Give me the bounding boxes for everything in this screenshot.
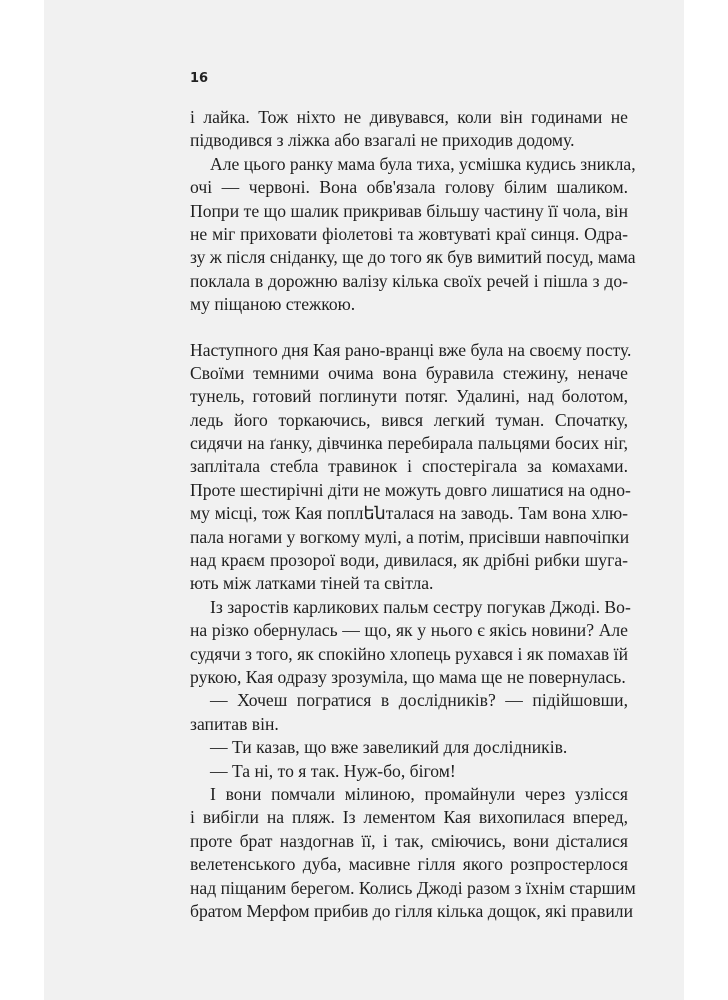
text-line: проте брат наздогнав її, і так, сміючись, вони дісталися — [190, 830, 628, 851]
text-line: Із заростів карликових пальм сестру погукав Джоді. Во- — [210, 596, 631, 617]
text-line: — Ти казав, що вже завеликий для дослідників. — [210, 737, 568, 758]
body-text — [190, 106, 636, 923]
text-line: — Хочеш погратися в дослідників? — підійшовши, — [210, 690, 628, 711]
text-line: над краєм прозорої води, дивилася, як дрібні рибки шуга- — [190, 550, 628, 571]
text-line: ють між латками тіней та світла. — [190, 573, 434, 594]
text-line: Наступного дня Кая рано-вранці вже була на своєму посту. — [190, 339, 632, 360]
text-line: І вони помчали мілиною, промайнули через узлісся — [210, 783, 628, 804]
text-line: Проте шестирічні діти не можуть довго лишатися на одно- — [190, 479, 631, 500]
paragraph — [190, 736, 628, 759]
text-line: над піщаним берегом. Колись Джоді разом з їхнім старшим — [190, 877, 636, 898]
text-line: сидячи на ґанку, дівчинка перебирала пальцями босих ніг, — [190, 433, 628, 454]
text-line: пала ногами у вогкому мулі, а потім, присівши навпочіпки — [190, 526, 630, 547]
text-line: — Та ні, то я так. Нуж-бо, бігом! — [210, 760, 456, 781]
text-line: велетенського дуба, масивне гілля якого розпростерлося — [190, 854, 628, 875]
text-line: на різко обернулась — що, як у нього є якісь новини? Але — [190, 620, 628, 641]
book-page — [44, 0, 684, 1000]
paragraph — [190, 760, 628, 783]
paragraph — [190, 689, 628, 736]
text-line: ледь його торкаючись, вився легкий туман. Спочатку, — [190, 409, 628, 430]
text-line: запитав він. — [190, 713, 279, 734]
paragraph — [190, 106, 628, 153]
text-line: зу ж після сніданку, ще до того як був вимитий посуд, мама — [190, 247, 636, 268]
text-line: судячи з того, як спокійно хлопець рухався і як помахав їй — [190, 643, 628, 664]
text-line: не міг приховати фіолетові та жовтуваті краї синця. Одра- — [190, 223, 628, 244]
paragraph — [190, 339, 632, 596]
page-number: 16 — [190, 71, 209, 86]
paragraph — [190, 596, 631, 690]
text-line: му місці, тож Кая поплենталася на заводь. Там вона хлю- — [190, 503, 628, 524]
text-line: му піщаною стежкою. — [190, 294, 356, 315]
text-line: і вибігли на пляж. Із лементом Кая вихопилася вперед, — [190, 807, 628, 828]
text-line: братом Мерфом прибив до гілля кілька дощок, які правили — [190, 900, 633, 921]
paragraph — [190, 783, 636, 923]
text-line: заплітала стебла травинок і спостерігала за комахами. — [190, 456, 628, 477]
text-line: очі — червоні. Вона обв'язала голову білим шаликом. — [190, 177, 628, 198]
text-line: підводився з ліжка або взагалі не приходив додому. — [190, 130, 575, 151]
text-line: Але цього ранку мама була тиха, усмішка кудись зникла, — [210, 153, 636, 174]
paragraph — [190, 153, 636, 317]
text-line: тунель, готовий поглинути потяг. Удалині, над болотом, — [190, 386, 628, 407]
text-line: і лайка. Тож ніхто не дивувався, коли він годинами не — [190, 107, 628, 127]
text-line: поклала в дорожню валізу кілька своїх речей і пішла з до- — [190, 270, 628, 291]
text-line: рукою, Кая одразу зрозуміла, що мама ще не повернулась. — [190, 666, 626, 687]
text-line: Попри те що шалик прикривав більшу частину її чола, він — [190, 200, 628, 221]
text-line: Своїми темними очима вона буравила стежину, неначе — [190, 362, 628, 383]
